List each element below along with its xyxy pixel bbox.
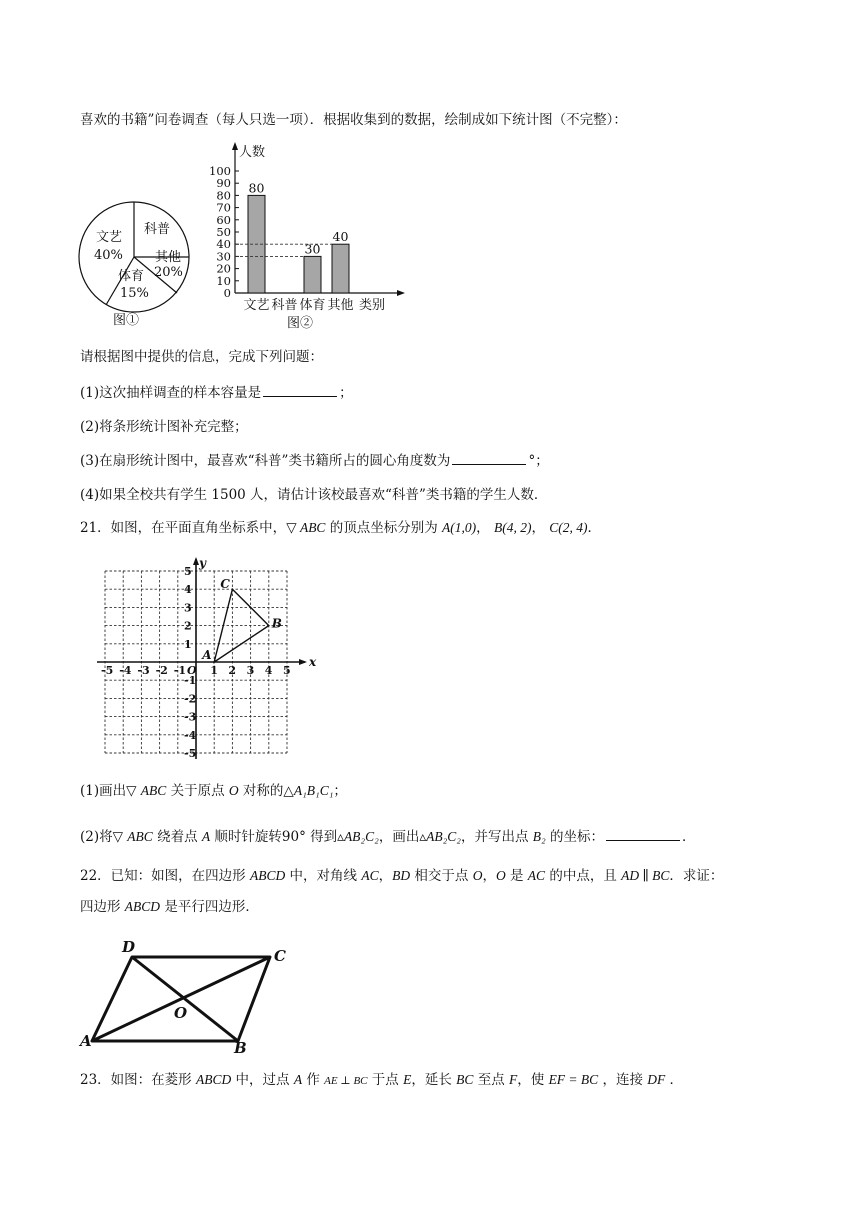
x-tick-label: 3: [246, 664, 255, 677]
x-tick-label: 2: [228, 664, 237, 677]
q20-part3: (3)在扇形统计图中，最喜欢“科普”类书籍所占的圆心角度数为 °；: [80, 453, 549, 469]
x-tick-label: -1: [173, 664, 187, 677]
pie-label-qita: 其他: [155, 250, 182, 265]
x-tick-label: 文艺: [243, 298, 270, 313]
y-tick-label: 60: [216, 212, 231, 227]
pie-label-wenyi: 文艺: [96, 230, 123, 245]
y-tick-label: 80: [216, 188, 231, 203]
answer-blank-1[interactable]: [263, 383, 337, 397]
y-axis-name: y: [199, 556, 206, 570]
x-axis-name: x: [309, 655, 317, 669]
y-tick-label: -5: [184, 747, 197, 760]
x-tick-label: 1: [210, 664, 218, 677]
q20-part2: (2)将条形统计图补充完整；: [80, 419, 248, 435]
y-tick-label: 2: [184, 619, 192, 633]
y-tick-label: 0: [223, 286, 231, 300]
x-axis-arrow-icon: [299, 659, 307, 665]
q23-stem: 23．如图：在菱形 ABCD 中，过点 A 作 AE ⊥ BC 于点 E，延长 BC 至点 F，使 EF = BC ，连接 DF ．: [80, 1072, 684, 1088]
y-axis-arrow-icon: [232, 142, 238, 150]
y-tick-label: 30: [216, 249, 231, 264]
bar-chart: [198, 138, 418, 313]
y-tick-label: 20: [216, 261, 231, 276]
y-tick-label: -1: [184, 674, 197, 688]
q21-part2: (2)将▽ ABC 绕着点 A 顺时针旋转90° 得到▵AB₂C₂，画出▵AB₂C₂，并写出点 B₂ 的坐标： ．: [80, 829, 696, 845]
diagonal-bd: [132, 957, 238, 1041]
q20-part1: (1)这次抽样调查的样本容量是 ；: [80, 385, 353, 401]
pie-pct-qita: 20%: [154, 265, 183, 280]
point-label-c: C: [220, 577, 230, 592]
bar-data-label: 80: [248, 180, 265, 196]
q21-stem: 21．如图，在平面直角坐标系中，▽ ABC 的顶点坐标分别为 A(1,0)， B(4, 2)， C(2, 4)．: [80, 520, 602, 536]
y-tick-label: 10: [216, 273, 231, 288]
bar-caption: 图②: [287, 316, 314, 331]
y-tick-label: -4: [184, 728, 197, 742]
answer-blank-3[interactable]: [606, 827, 680, 841]
pie-caption: 图①: [113, 313, 140, 328]
pie-pct-tiyu: 15%: [120, 286, 149, 301]
x-tick-label: 4: [264, 664, 273, 677]
y-tick-label: -3: [184, 710, 197, 724]
y-tick-label: 5: [184, 565, 192, 578]
x-tick-label: -5: [101, 664, 114, 677]
vertex-label-c: C: [274, 947, 286, 965]
x-tick-label: 体育: [299, 298, 326, 313]
y-tick-label: 1: [184, 637, 192, 651]
q22-line2: 四边形 ABCD 是平行四边形．: [80, 899, 259, 915]
vertex-label-d: D: [122, 938, 136, 956]
pie-pct-wenyi: 40%: [94, 248, 123, 263]
q22-line1: 22．已知：如图，在四边形 ABCD 中，对角线 AC，BD 相交于点 O，O 是 AC 的中点，且 AD ∥ BC．求证：: [80, 868, 724, 884]
pie-label-kepu: 科普: [144, 222, 171, 237]
center-label-o: O: [174, 1004, 188, 1022]
y-tick-label: -2: [184, 692, 197, 706]
y-tick-label: 90: [216, 176, 231, 191]
x-tick-label: -4: [119, 664, 132, 677]
point-label-b: B: [271, 616, 282, 631]
pie-label-tiyu: 体育: [118, 269, 145, 284]
point-label-a: A: [202, 648, 212, 662]
pie-chart: [78, 195, 218, 335]
y-tick-label: 70: [216, 200, 231, 215]
bar: [332, 244, 349, 293]
bar-data-label: 30: [304, 241, 321, 257]
y-tick-label: 100: [209, 164, 231, 178]
x-tick-label: 科普: [271, 298, 298, 313]
y-tick-label: 40: [216, 237, 231, 252]
q20-part4: (4)如果全校共有学生 1500 人，请估计该校最喜欢“科普”类书籍的学生人数．: [80, 487, 548, 503]
y-tick-label: 4: [184, 583, 192, 597]
x-tick-label: -3: [137, 664, 150, 677]
x-tick-label: O: [187, 664, 197, 677]
intro-text: 喜欢的书籍”问卷调查（每人只选一项）．根据收集到的数据，绘制成如下统计图（不完整）：: [80, 112, 627, 128]
x-tick-label: 5: [283, 664, 291, 677]
vertex-label-a: A: [80, 1032, 92, 1050]
x-tick-label: -2: [155, 664, 168, 677]
y-tick-label: 50: [216, 225, 231, 239]
y-axis-label: 人数: [239, 145, 266, 160]
q20-prompt: 请根据图中提供的信息，完成下列问题：: [80, 349, 323, 365]
q21-part1: (1)画出▽ ABC 关于原点 O 对称的△A₁B₁C₁；: [80, 783, 347, 799]
bar-data-label: 40: [332, 229, 349, 245]
coordinate-grid-figure: [90, 548, 335, 768]
answer-blank-2[interactable]: [452, 451, 526, 465]
bar: [304, 256, 321, 293]
x-tick-label: 其他: [327, 298, 354, 313]
x-axis-arrow-icon: [397, 290, 405, 296]
y-tick-label: 3: [184, 601, 192, 615]
x-axis-label: 类别: [358, 298, 386, 313]
vertex-label-b: B: [234, 1039, 247, 1055]
parallelogram-figure: [78, 935, 298, 1055]
